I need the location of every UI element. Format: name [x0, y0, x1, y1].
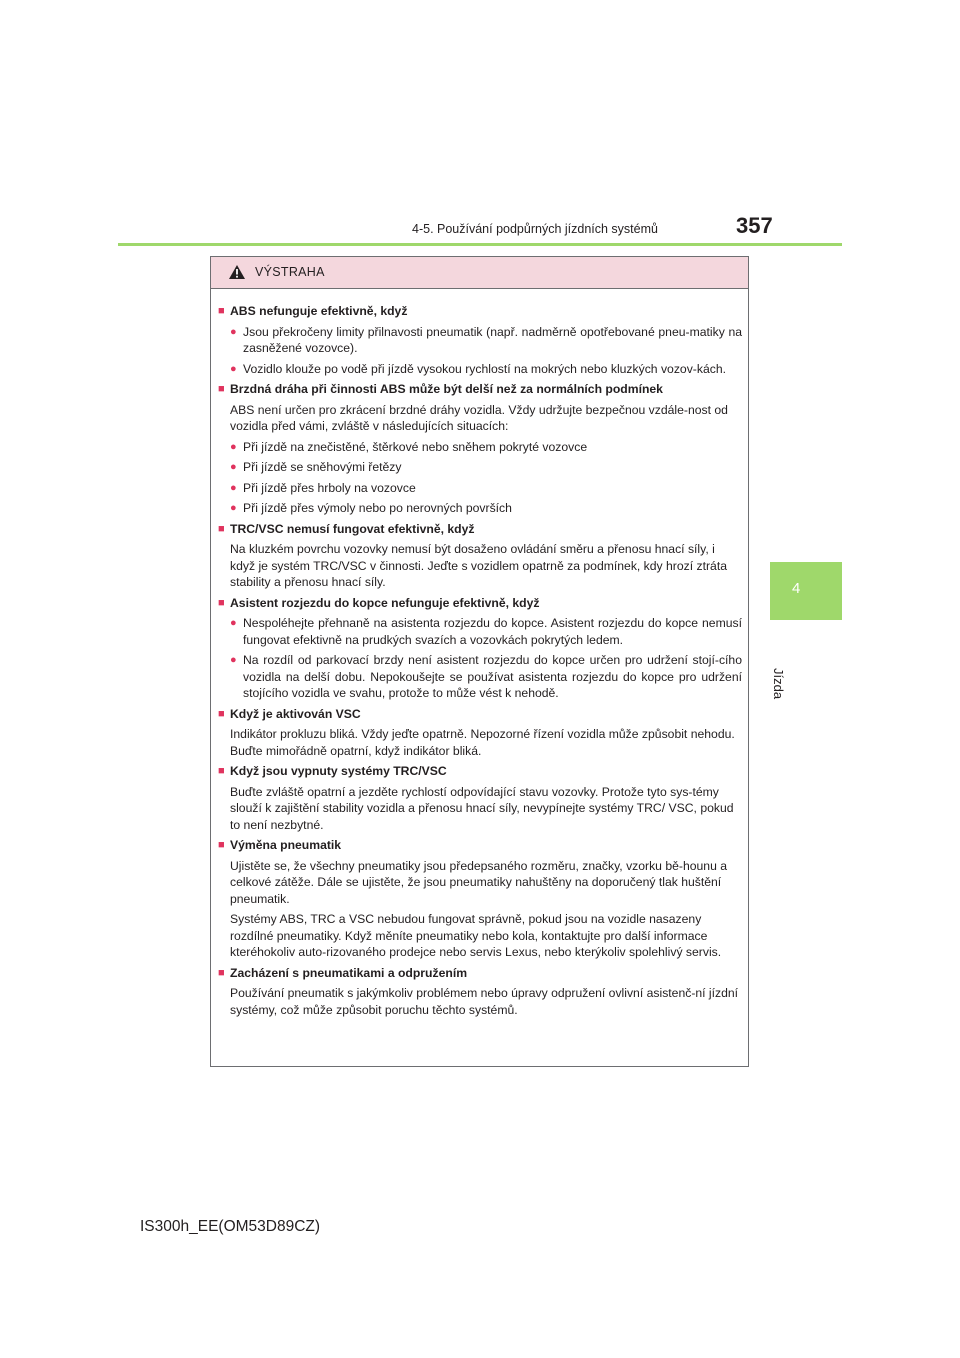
section-paragraph: Indikátor prokluzu bliká. Vždy jeďte opatrně. Nepozorné řízení vozidla může způsobit nehodu. Buďte mimořádně opatrní, když indikátor bliká. [230, 727, 735, 758]
section-title-text: Když jsou vypnuty systémy TRC/VSC [230, 764, 447, 778]
warning-section [218, 381, 742, 517]
round-bullet-icon: ● [230, 325, 237, 338]
section-paragraph: Používání pneumatik s jakýmkoliv problémem nebo úpravy odpružení ovlivní asistenč-ní jízdní systémy, což může způsobit poruchu těchto systémů. [230, 986, 739, 1017]
chapter-label [766, 628, 826, 698]
section-title [218, 303, 742, 320]
warning-section [218, 837, 742, 961]
header-title: 4-5. Používání podpůrných jízdních systémů [412, 222, 658, 236]
square-bullet-icon: ■ [218, 596, 225, 609]
section-title [218, 837, 742, 854]
square-bullet-icon: ■ [218, 966, 225, 979]
document-code: IS300h_EE(OM53D89CZ) [140, 1218, 321, 1235]
section-paragraph: Ujistěte se, že všechny pneumatiky jsou předepsaného rozměru, značky, vzorku bě-hounu a celkové zátěže. Dále se ujistěte, že jsou pneumatiky nahuštěny na doporučený tlak huštění pneumatik. [230, 858, 728, 906]
bullet-text: Nespoléhejte přehnaně na asistenta rozjezdu do kopce. Asistent rozjezdu do kopce nemusí fungovat efektivně na prudkých svazích a vozovkách pokrytých ledem. [243, 616, 742, 647]
bullet-text: Při jízdě na znečistěné, štěrkové nebo sněhem pokryté vozovce [243, 439, 588, 454]
square-bullet-icon: ■ [218, 707, 225, 720]
section-title-text: Zacházení s pneumatikami a odpružením [230, 965, 468, 980]
section-title-text: Když je aktivován VSC [230, 706, 361, 721]
square-bullet-icon: ■ [218, 383, 225, 395]
section-title-text: Asistent rozjezdu do kopce nefunguje efektivně, když [230, 595, 540, 610]
section-title [218, 381, 742, 398]
section-paragraph: Buďte zvláště opatrní a jezděte rychlostí odpovídající stavu vozovky. Protože tyto sys-témy slouží k zajištění stability vozidla a přenosu hnací síly, nevypínejte systémy TRC/ VSC, pokud to není nezbytné. [230, 784, 734, 832]
bullet-item [230, 652, 742, 702]
section-title [218, 521, 742, 538]
round-bullet-icon: ● [230, 654, 237, 666]
bullet-item [230, 361, 742, 378]
round-bullet-icon: ● [230, 481, 237, 494]
bullet-text: Při jízdě se sněhovými řetězy [243, 460, 402, 474]
warning-section [218, 595, 742, 702]
bullet-item [230, 459, 742, 476]
bullet-item [230, 615, 742, 648]
bullet-item [230, 439, 742, 456]
bullet-text: Na rozdíl od parkovací brzdy není asistent rozjezdu do kopce určen pro udržení stojí-cího vozidla na delší dobu. Nepokoušejte se používat asistenta rozjezdu do kopce pro udržení stojícího vozidla ve svahu, protože to může vést k nehodě. [243, 653, 742, 700]
round-bullet-icon: ● [230, 461, 237, 473]
square-bullet-icon: ■ [218, 839, 225, 851]
round-bullet-icon: ● [230, 617, 237, 629]
section-title-text: Výměna pneumatik [230, 838, 342, 852]
section-title-text: TRC/VSC nemusí fungovat efektivně, když [230, 521, 475, 536]
chapter-label-text: Jízda [771, 668, 786, 700]
warning-header [211, 257, 748, 289]
page-number: 357 [736, 213, 773, 238]
warning-body [211, 289, 748, 1018]
section-title [218, 965, 742, 982]
warning-section [218, 965, 742, 1019]
bullet-text: Vozidlo klouže po vodě při jízdě vysokou rychlostí na mokrých nebo kluzkých vozov-kách. [243, 361, 726, 376]
warning-section [218, 521, 742, 591]
bullet-text: Jsou překročeny limity přilnavosti pneumatik (např. nadměrně opotřebované pneu-matiky na zasněžené vozovce). [243, 324, 742, 355]
section-title [218, 595, 742, 612]
warning-triangle-icon [228, 264, 246, 280]
bullet-item [230, 480, 742, 497]
section-title-text: Brzdná dráha při činnosti ABS může být delší než za normálních podmínek [230, 382, 663, 396]
round-bullet-icon: ● [230, 502, 237, 514]
section-paragraph: Na kluzkém povrchu vozovky nemusí být dosaženo ovládání směru a přenosu hnací síly, i když je systém TRC/VSC v činnosti. Jeďte s vozidlem opatrně za podmínek, kdy hrozí ztráta stability a přenosu hnací síly. [230, 542, 727, 589]
warning-section [218, 763, 742, 833]
section-title [218, 706, 742, 723]
square-bullet-icon: ■ [218, 765, 225, 777]
section-title-text: ABS nefunguje efektivně, když [230, 304, 408, 318]
header-rule [118, 243, 842, 246]
bullet-item [230, 500, 742, 517]
round-bullet-icon: ● [230, 362, 237, 375]
bullet-text: Při jízdě přes výmoly nebo po nerovných površích [243, 501, 512, 515]
section-paragraph: Systémy ABS, TRC a VSC nebudou fungovat správně, pokud jsou na vozidle nasazeny rozdílné pneumatiky. Když měníte pneumatiky nebo kola, kontaktujte pro další informace kteréhokoliv auto-rizovaného prodejce nebo servis Lexus, nebo kterýkoliv spolehlivý servis. [230, 912, 722, 959]
square-bullet-icon: ■ [218, 305, 225, 317]
bullet-text: Při jízdě přes hrboly na vozovce [243, 480, 416, 495]
warning-title: VÝSTRAHA [255, 265, 325, 279]
section-title [218, 763, 742, 780]
section-paragraph: ABS není určen pro zkrácení brzdné dráhy vozidla. Vždy udržujte bezpečnou vzdále-nost od vozidla před vámi, zvláště v následujících situacích: [230, 402, 728, 433]
square-bullet-icon: ■ [218, 522, 225, 535]
warning-box [210, 256, 749, 1067]
chapter-number: 4 [792, 580, 801, 597]
bullet-item [230, 324, 742, 357]
chapter-tab [770, 562, 842, 620]
warning-section [218, 303, 742, 377]
round-bullet-icon: ● [230, 440, 237, 453]
warning-section [218, 706, 742, 760]
